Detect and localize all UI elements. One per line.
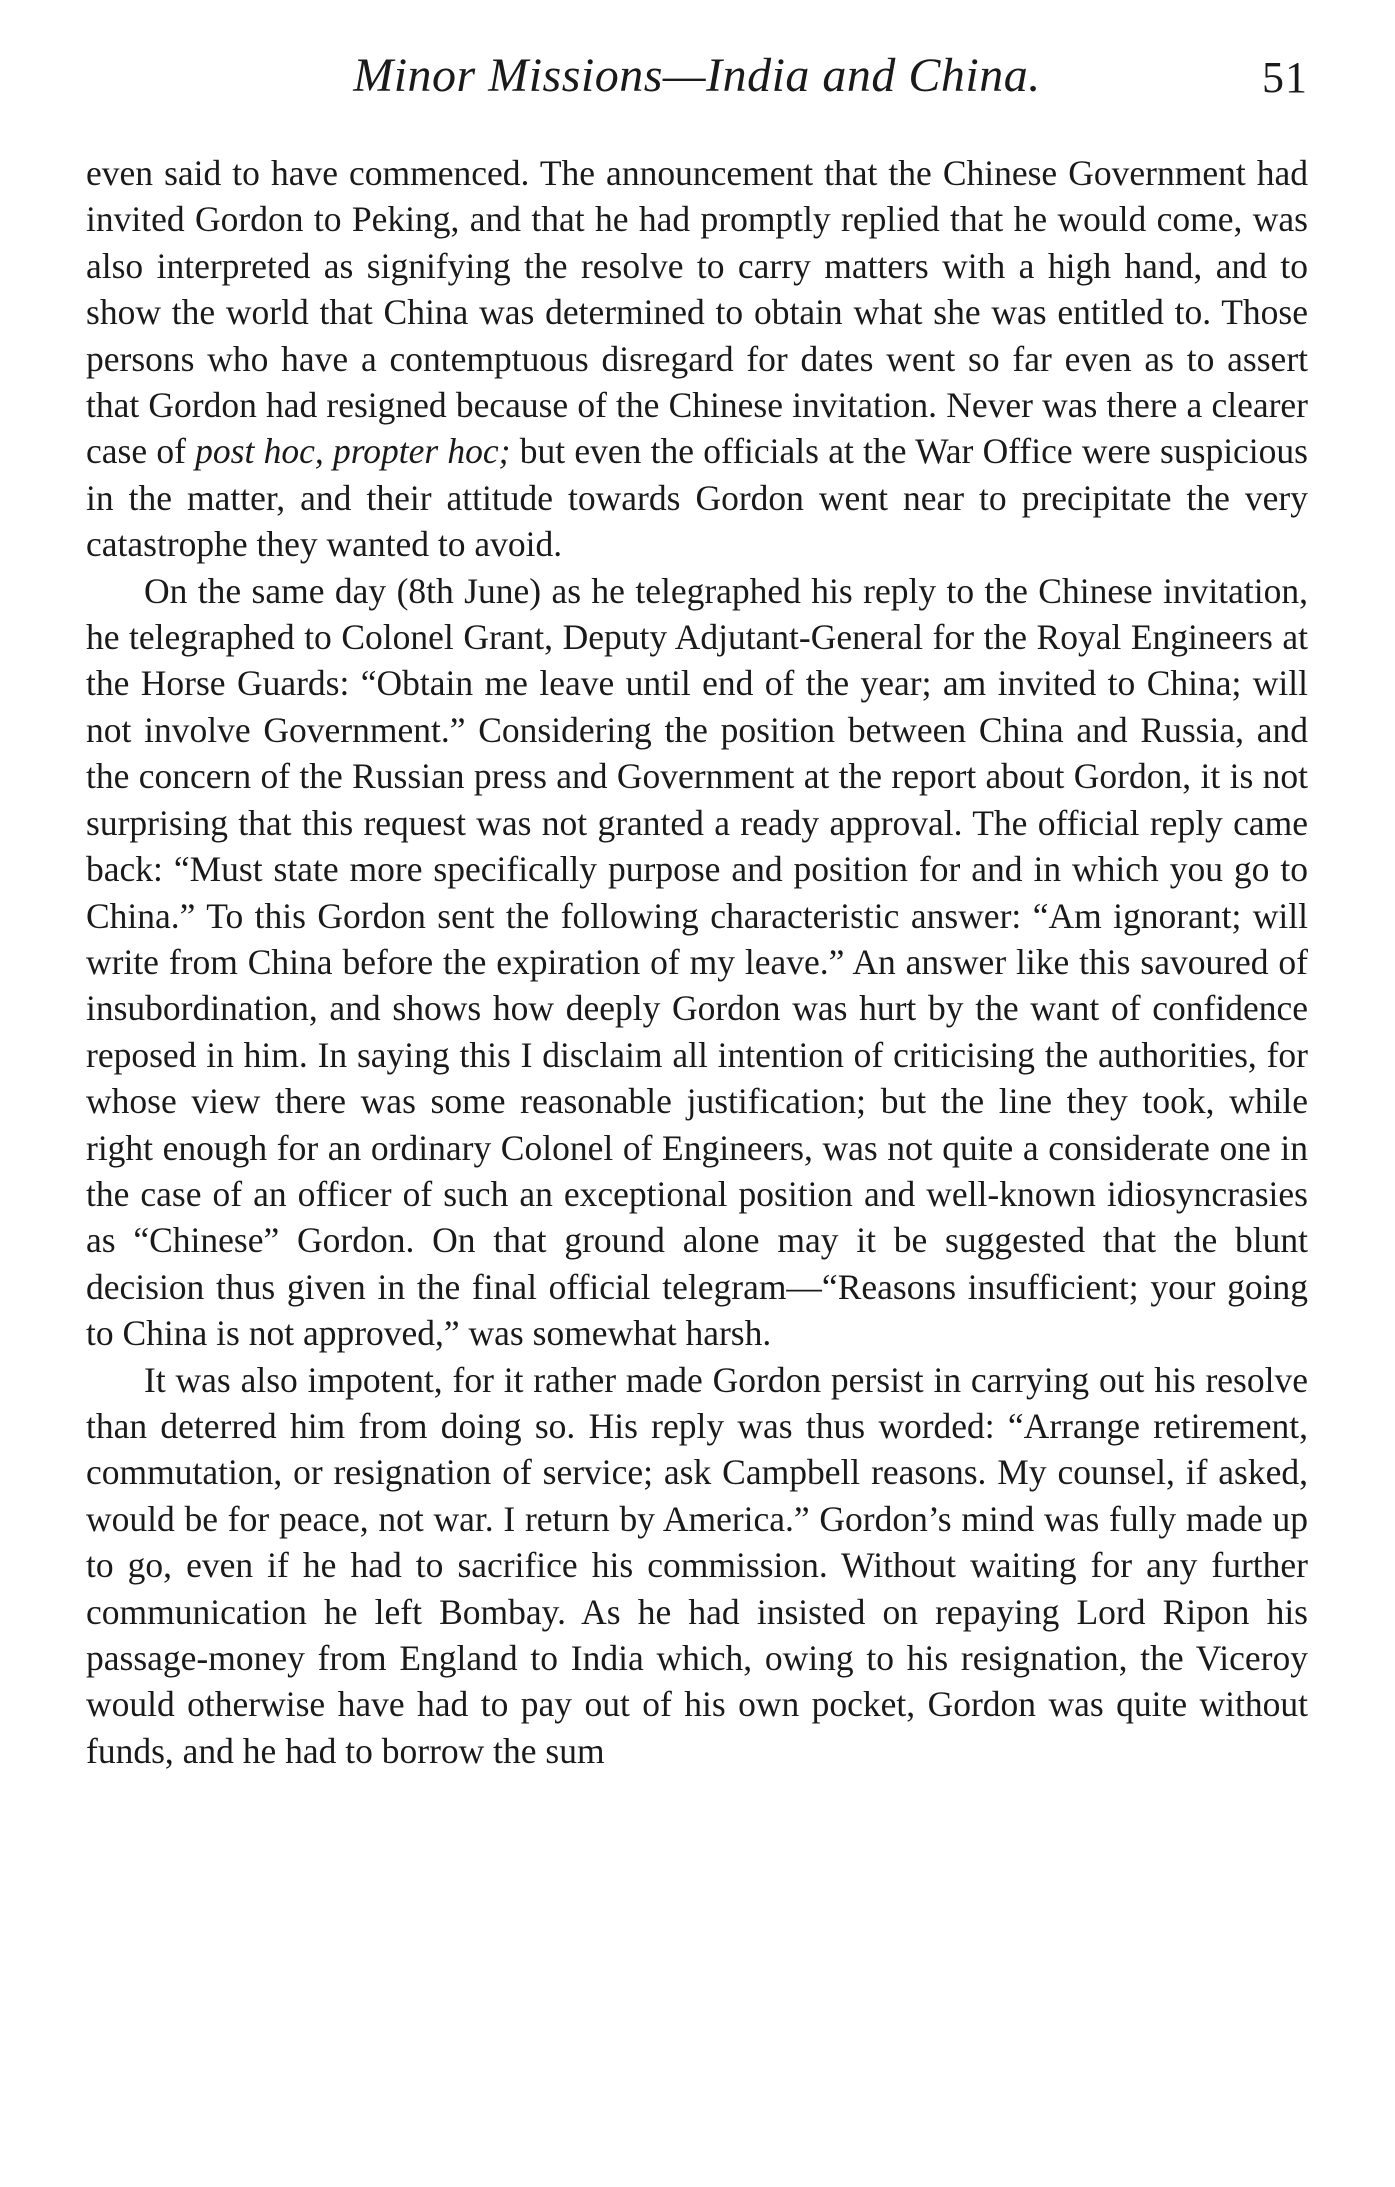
running-header — [86, 48, 1308, 118]
running-title: Minor Missions—India and China. — [353, 49, 1041, 102]
body-text — [86, 150, 1308, 1774]
paragraph — [86, 568, 1308, 1357]
paragraph — [86, 1357, 1308, 1775]
paragraph — [86, 150, 1308, 568]
page-number: 51 — [1262, 53, 1308, 102]
paragraph-text: even said to have commenced. The announcement that the Chinese Government had invited Gordon to Peking, and that he had promptly replied that he would come, was also interpreted as signifying the resolve to carry matters with a high hand, and to show the world that China was determined to obtain what she was entitled to. Those persons who have a contemptuous disregard for dates went so far even as to assert that Gordon had resigned because of the Chinese invitation. Never was there a clearer case of — [86, 153, 1308, 472]
latin-phrase: post hoc, propter hoc; — [195, 431, 511, 472]
paragraph-text: but even the officials at the War Office were suspicious in the matter, and their attitude towards Gordon went near to precipitate the very catastrophe they wanted to avoid. — [86, 431, 1308, 565]
paragraph-text: On the same day (8th June) as he telegraphed his reply to the Chinese invitation, he telegraphed to Colonel Grant, Deputy Adjutant-General for the Royal Engineers at the Horse Guards: “Obtain me leave until end of the year; am invited to China; will not involve Government.” Considering the position between China and Russia, and the concern of the Russian press and Government at the report about Gordon, it is not surprising that this request was not granted a ready approval. The official reply came back: “Must state more specifically purpose and position for and in which you go to China.” To this Gordon sent the following characteristic answer: “Am ignorant; will write from China before the expiration of my leave.” An answer like this savoured of insubordination, and shows how deeply Gordon was hurt by the want of confidence reposed in him. In saying this I disclaim all intention of criticising the authorities, for whose view there was some reasonable justification; but the line they took, while right enough for an ordinary Colonel of Engineers, was not quite a considerate one in the case of an officer of such an exceptional position and well-known idiosyncrasies as “Chinese” Gordon. On that ground alone may it be suggested that the blunt decision thus given in the final official telegram—“Reasons insufficient; your going to China is not approved,” was somewhat harsh. — [86, 570, 1308, 1354]
paragraph-text: It was also impotent, for it rather made Gordon persist in carrying out his resolve than deterred him from doing so. His reply was thus worded: “Arrange retirement, commutation, or resignation of service; ask Campbell reasons. My counsel, if asked, would be for peace, not war. I return by America.” Gordon’s mind was fully made up to go, even if he had to sacrifice his commission. Without waiting for any further communication he left Bombay. As he had insisted on repaying Lord Ripon his passage-money from England to India which, owing to his resignation, the Viceroy would otherwise have had to pay out of his own pocket, Gordon was quite without funds, and he had to borrow the sum — [86, 1359, 1308, 1771]
